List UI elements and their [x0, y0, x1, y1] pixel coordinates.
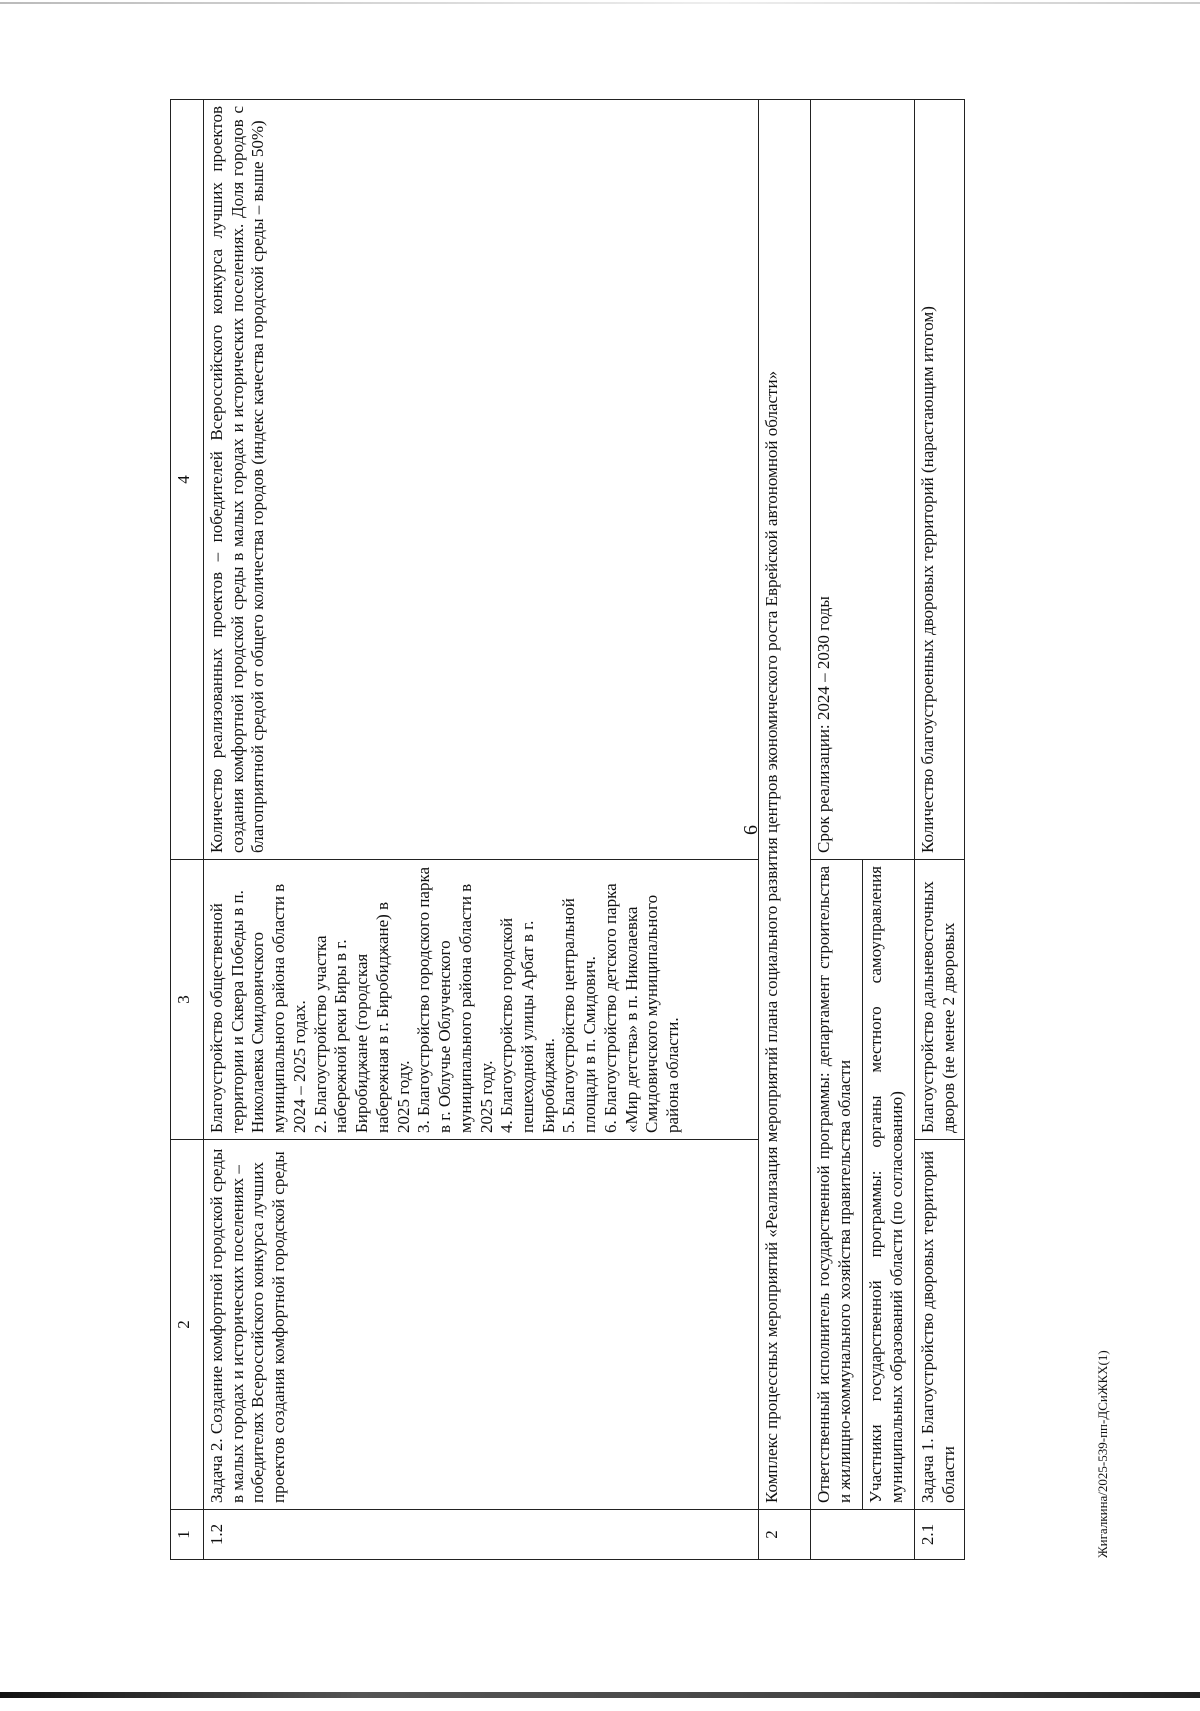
activities-cell [204, 860, 759, 1140]
activity-item: 5. Благоустройство центральной площади в п. Смидович. [559, 898, 600, 1133]
activity-cell: Благоустройство дальневосточных дворов (не менее 2 дворовых [915, 860, 965, 1140]
task-cell: Задача 2. Создание комфортной городской среды в малых городах и исторических поселениях – победителях Всероссийского конкурса лучших проектов создания комфортной городской среды [204, 1140, 759, 1510]
table-row-responsible [811, 100, 863, 1560]
term-cell: Срок реализации: 2024 – 2030 годы [811, 100, 915, 860]
participants-cell: Участники государственной программы: органы местного самоуправления муниципальных образований области (по согласованию) [863, 860, 915, 1510]
activity-item: 2. Благоустройство участка набережной реки Биры в г. Биробиджане (городская набережная в г. Биробиджане) в 2025 году. [310, 901, 413, 1133]
activity-item: Благоустройство общественной территории и Сквера Победы в п. Николаевка Смидовичского муниципального района области в 2024 – 2025 годах. [207, 883, 309, 1133]
header-col-3: 3 [171, 860, 204, 1140]
activity-item: 4. Благоустройство городской пешеходной улицы Арбат в г. Биробиджан. [497, 917, 558, 1133]
document-code: Жигалкина/2025-539-пп-ДСиЖКХ(1) [1095, 1350, 1110, 1558]
row-number: 1.2 [204, 1510, 759, 1560]
header-col-4: 4 [171, 100, 204, 860]
activity-item: 6. Благоустройство детского парка «Мир детства» в п. Николаевка Смидовичского муниципального района области. [600, 883, 683, 1133]
table-row-1-2 [204, 100, 759, 1560]
scan-artifact-bottom [0, 1692, 1200, 1698]
activity-item: 3. Благоустройство городского парка в г. Облучье Облученского муниципального района области в 2025 году. [414, 866, 496, 1133]
task-cell: Задача 1. Благоустройство дворовых территорий области [915, 1140, 965, 1510]
scan-artifact-top [0, 2, 1200, 4]
responsible-cell: Ответственный исполнитель государственной программы: департамент строительства и жилищно-коммунального хозяйства правительства области [811, 860, 863, 1510]
row-number: 2.1 [915, 1510, 965, 1560]
header-col-2: 2 [171, 1140, 204, 1510]
rotated-page [170, 100, 1030, 1560]
header-col-1: 1 [171, 1510, 204, 1560]
table-row-2-1 [915, 100, 965, 1560]
program-table [170, 99, 965, 1560]
page-number: 6 [740, 825, 762, 835]
table-row-2 [759, 100, 811, 1560]
row-number: 2 [759, 1510, 811, 1560]
results-cell: Количество реализованных проектов – победителей Всероссийского конкурса лучших проектов создания комфортной городской среды в малых городах и исторических поселениях. Доля городов с благоприятной средой от общего количества городов (индекс качества городской среды – выше 50%) [204, 100, 759, 860]
table-header-row [171, 100, 204, 1560]
complex-title-cell: Комплекс процессных мероприятий «Реализация мероприятий плана социального развития центров экономического роста Еврейской автономной области» [759, 100, 811, 1510]
empty-cell [811, 1510, 915, 1560]
result-cell: Количество благоустроенных дворовых территорий (нарастающим итогом) [915, 100, 965, 860]
